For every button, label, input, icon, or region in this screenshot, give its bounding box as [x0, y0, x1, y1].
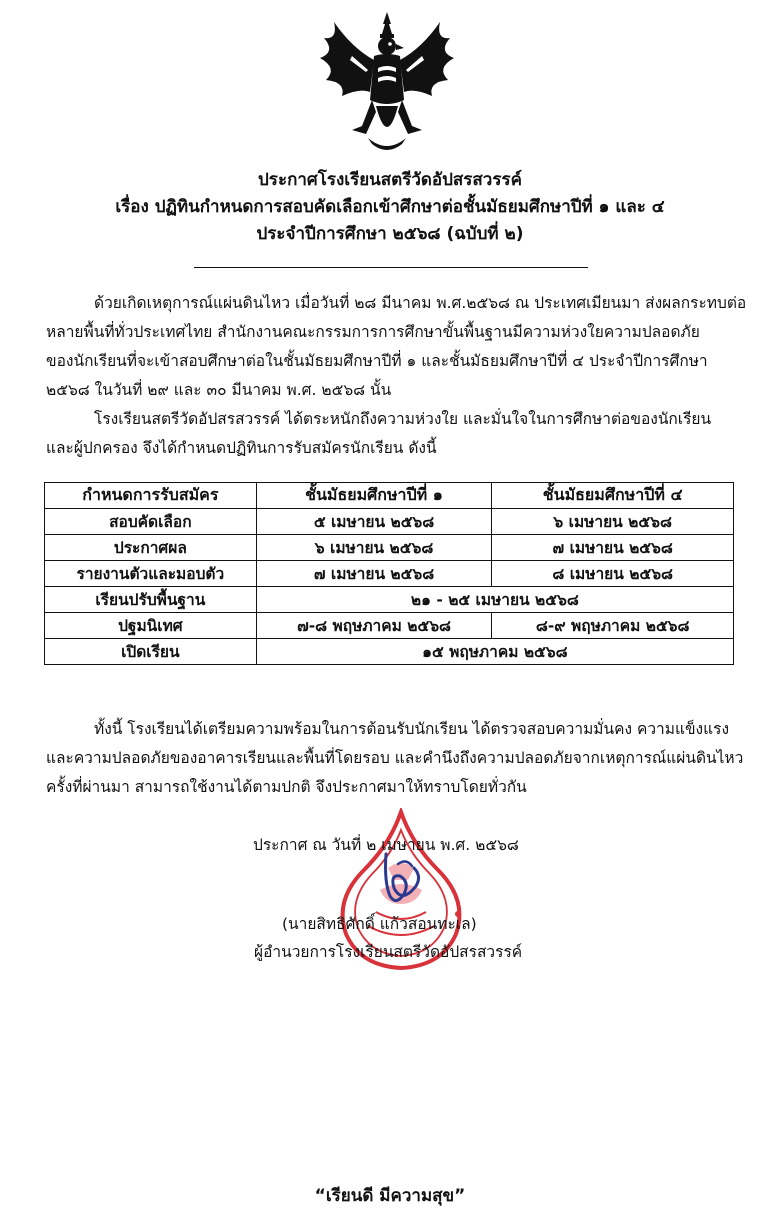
table-cell-both: ๒๑ - ๒๕ เมษายน ๒๕๖๘ — [256, 587, 733, 613]
para3-line: ทั้งนี้ โรงเรียนได้เตรียมความพร้อมในการต้อนรับนักเรียน ได้ตรวจสอบความมั่นคง ความแข็งแรง — [94, 720, 730, 738]
table-cell-m4: ๖ เมษายน ๒๕๖๘ — [492, 509, 734, 535]
signer-name: (นายสิทธิศักดิ์ แก้วสอนทะเล) — [282, 915, 477, 933]
table-row — [45, 639, 734, 665]
title-divider — [194, 267, 588, 268]
title-line-1: ประกาศโรงเรียนสตรีวัดอัปสรสวรรค์ — [258, 170, 522, 190]
table-row — [45, 587, 734, 613]
table-cell-m1: ๕ เมษายน ๒๕๖๘ — [256, 509, 492, 535]
schedule-table — [44, 482, 734, 665]
para2-line: โรงเรียนสตรีวัดอัปสรสวรรค์ ได้ตระหนักถึงความห่วงใย และมั่นใจในการศึกษาต่อของนักเรียน — [94, 410, 712, 428]
table-header-row — [45, 483, 734, 509]
signer-title: ผู้อำนวยการโรงเรียนสตรีวัดอัปสรสวรรค์ — [254, 943, 523, 961]
title-line-2: เรื่อง ปฏิทินกำหนดการสอบคัดเลือกเข้าศึกษาต่อชั้นมัธยมศึกษาปีที่ ๑ และ ๔ — [115, 197, 665, 217]
announcement-date: ประกาศ ณ วันที่ ๒ เมษายน พ.ศ. ๒๕๖๘ — [253, 836, 519, 854]
table-cell-item: สอบคัดเลือก — [45, 509, 257, 535]
table-cell-m4: ๘-๙ พฤษภาคม ๒๕๖๘ — [492, 613, 734, 639]
para1-line: ด้วยเกิดเหตุการณ์แผ่นดินไหว เมื่อวันที่ ๒๘ มีนาคม พ.ศ.๒๕๖๘ ณ ประเทศเมียนมา ส่งผลกระทบต่อ — [94, 294, 747, 312]
table-cell-item: เปิดเรียน — [45, 639, 257, 665]
table-row — [45, 509, 734, 535]
table-cell-m1: ๗ เมษายน ๒๕๖๘ — [256, 561, 492, 587]
table-cell-item: รายงานตัวและมอบตัว — [45, 561, 257, 587]
para1-line: หลายพื้นที่ทั่วประเทศไทย สำนักงานคณะกรรมการการศึกษาขั้นพื้นฐานมีความห่วงใยความปลอดภัย — [46, 323, 700, 341]
para1-line: ๒๕๖๘ ในวันที่ ๒๙ และ ๓๐ มีนาคม พ.ศ. ๒๕๖๘ นั้น — [46, 381, 392, 399]
para3-line: ครั้งที่ผ่านมา สามารถใช้งานได้ตามปกติ จึงประกาศมาให้ทราบโดยทั่วกัน — [46, 778, 527, 796]
table-cell-both: ๑๕ พฤษภาคม ๒๕๖๘ — [256, 639, 733, 665]
title-line-3: ประจำปีการศึกษา ๒๕๖๘ (ฉบับที่ ๒) — [256, 224, 524, 244]
table-cell-item: เรียนปรับพื้นฐาน — [45, 587, 257, 613]
para3-line: และความปลอดภัยของอาคารเรียนและพื้นที่โดยรอบ และคำนึงถึงความปลอดภัยจากเหตุการณ์แผ่นดินไหว — [46, 749, 744, 767]
table-header-cell: กำหนดการรับสมัคร — [45, 483, 257, 509]
table-cell-m1: ๗-๘ พฤษภาคม ๒๕๖๘ — [256, 613, 492, 639]
table-row — [45, 613, 734, 639]
table-cell-m1: ๖ เมษายน ๒๕๖๘ — [256, 535, 492, 561]
para2-line: และผู้ปกครอง จึงได้กำหนดปฏิทินการรับสมัครนักเรียน ดังนี้ — [46, 439, 437, 457]
table-cell-item: ประกาศผล — [45, 535, 257, 561]
table-header-cell: ชั้นมัธยมศึกษาปีที่ ๔ — [492, 483, 734, 509]
table-row — [45, 561, 734, 587]
table-row — [45, 535, 734, 561]
garuda-emblem-icon — [312, 8, 462, 158]
para1-line: ของนักเรียนที่จะเข้าสอบศึกษาต่อในชั้นมัธยมศึกษาปีที่ ๑ และชั้นมัธยมศึกษาปีที่ ๔ ประจำปีการศึกษา — [46, 352, 708, 370]
table-cell-m4: ๗ เมษายน ๒๕๖๘ — [492, 535, 734, 561]
school-motto: “เรียนดี มีความสุข” — [314, 1186, 466, 1206]
table-cell-m4: ๘ เมษายน ๒๕๖๘ — [492, 561, 734, 587]
table-header-cell: ชั้นมัธยมศึกษาปีที่ ๑ — [256, 483, 492, 509]
table-cell-item: ปฐมนิเทศ — [45, 613, 257, 639]
